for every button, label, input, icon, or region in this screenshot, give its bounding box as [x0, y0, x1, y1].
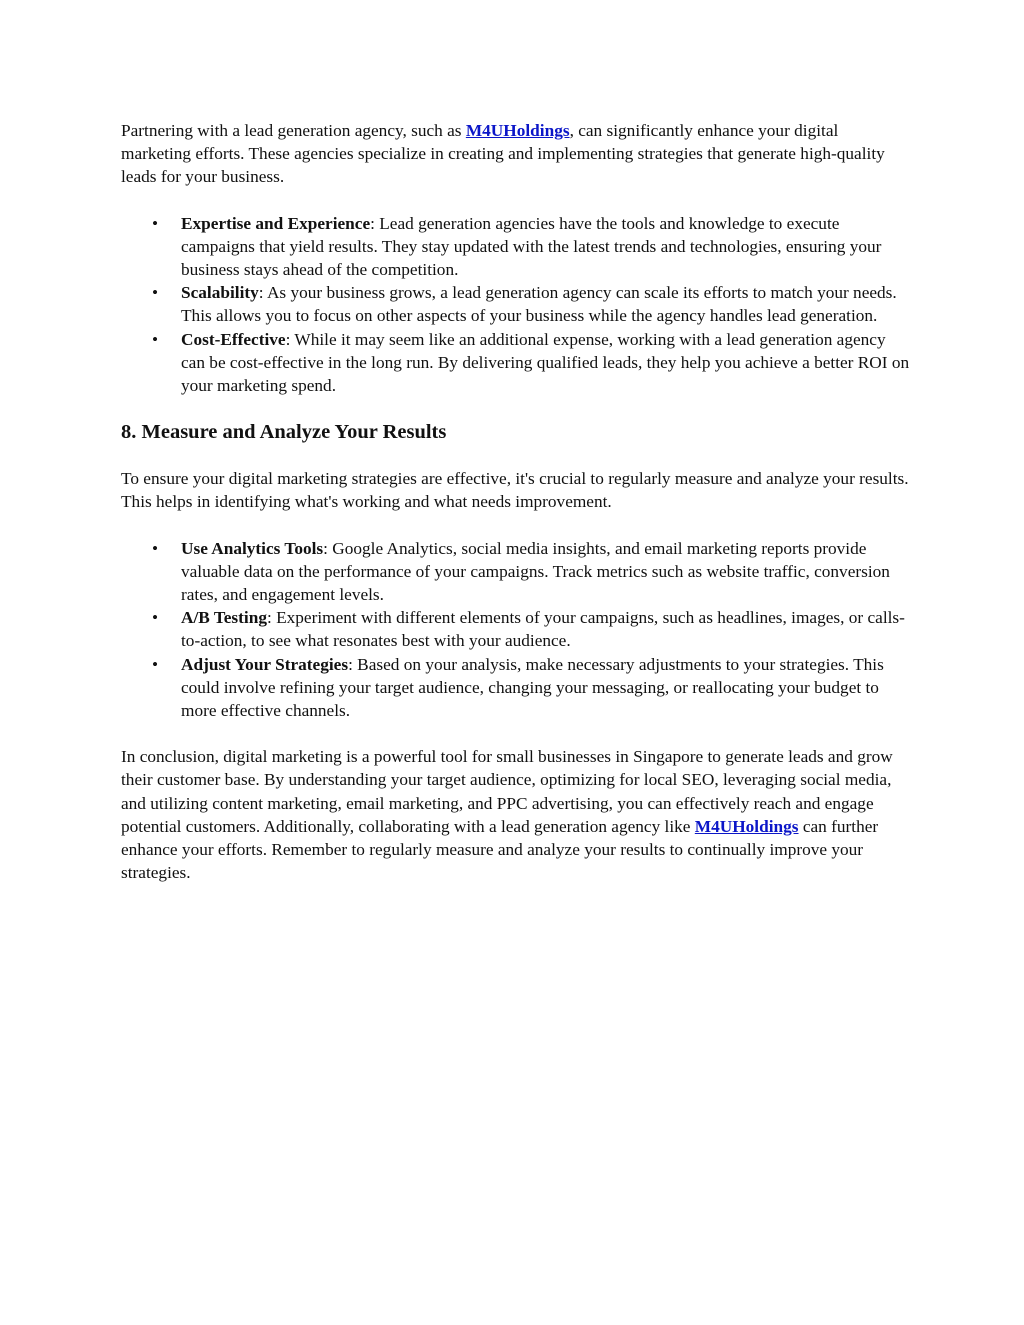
list-item-term: Expertise and Experience [181, 213, 371, 233]
list-item-text: : Google Analytics, social media insights, and email marketing reports provide valuable data on the performance of your campaigns. Track metrics such as website traffic, conversion rates, and engagement levels. [181, 538, 890, 605]
list-item [181, 606, 911, 652]
conclusion-text-before: In conclusion, digital marketing is a powerful tool for small businesses in Singapore to generate leads and grow their customer base. By understanding your target audience, optimizing for local SEO, leveraging social media, and utilizing content marketing, email marketing, and PPC advertising, you can effectively reach and engage potential customers. Additionally, collaborating with a lead generation agency like [121, 747, 893, 836]
list-item-term: Cost-Effective [181, 329, 286, 349]
m4uholdings-link[interactable]: M4UHoldings [465, 121, 570, 140]
list-item [181, 212, 911, 282]
measure-list [121, 537, 911, 723]
list-item-term: Adjust Your Strategies [181, 654, 349, 674]
list-item [181, 281, 911, 327]
intro-paragraph [121, 119, 911, 189]
section-heading: 8. Measure and Analyze Your Results [121, 421, 447, 444]
list-item-text: : While it may seem like an additional expense, working with a lead generation agency can be cost-effective in the long run. By delivering qualified leads, they help you achieve a better ROI on your marketing spend. [181, 329, 910, 396]
list-item-text: : As your business grows, a lead generation agency can scale its efforts to match your needs. This allows you to focus on other aspects of your business while the agency handles lead generation. [181, 283, 897, 326]
list-item-term: Use Analytics Tools [181, 538, 324, 558]
m4uholdings-link[interactable]: M4UHoldings [694, 816, 799, 836]
list-item-term: A/B Testing [181, 608, 267, 628]
agency-benefits-list [121, 212, 911, 398]
list-item-term: Scalability [181, 283, 259, 303]
measure-paragraph: To ensure your digital marketing strategies are effective, it's crucial to regularly measure and analyze your results. This helps in identifying what's working and what needs improvement. [121, 469, 909, 512]
list-item-text: : Experiment with different elements of your campaigns, such as headlines, images, or calls-to-action, to see what resonates best with your audience. [181, 608, 905, 651]
conclusion-text-after: can further enhance your efforts. Remember to regularly measure and analyze your results to continually improve your strategies. [121, 816, 879, 883]
document-page [121, 119, 911, 884]
list-item [181, 328, 911, 398]
list-item-text: : Lead generation agencies have the tools and knowledge to execute campaigns that yield results. They stay updated with the latest trends and technologies, ensuring your business stays ahead of the competition. [181, 213, 882, 280]
list-item [181, 537, 911, 607]
list-item-text: : Based on your analysis, make necessary adjustments to your strategies. This could involve refining your target audience, changing your messaging, or reallocating your budget to more effective channels. [181, 654, 884, 721]
intro-text-before: Partnering with a lead generation agency, such as [121, 121, 466, 140]
intro-text-after: , can significantly enhance your digital marketing efforts. These agencies specialize in creating and implementing strategies that generate high-quality leads for your business. [121, 121, 885, 187]
conclusion-paragraph [121, 745, 911, 884]
list-item [181, 653, 911, 723]
